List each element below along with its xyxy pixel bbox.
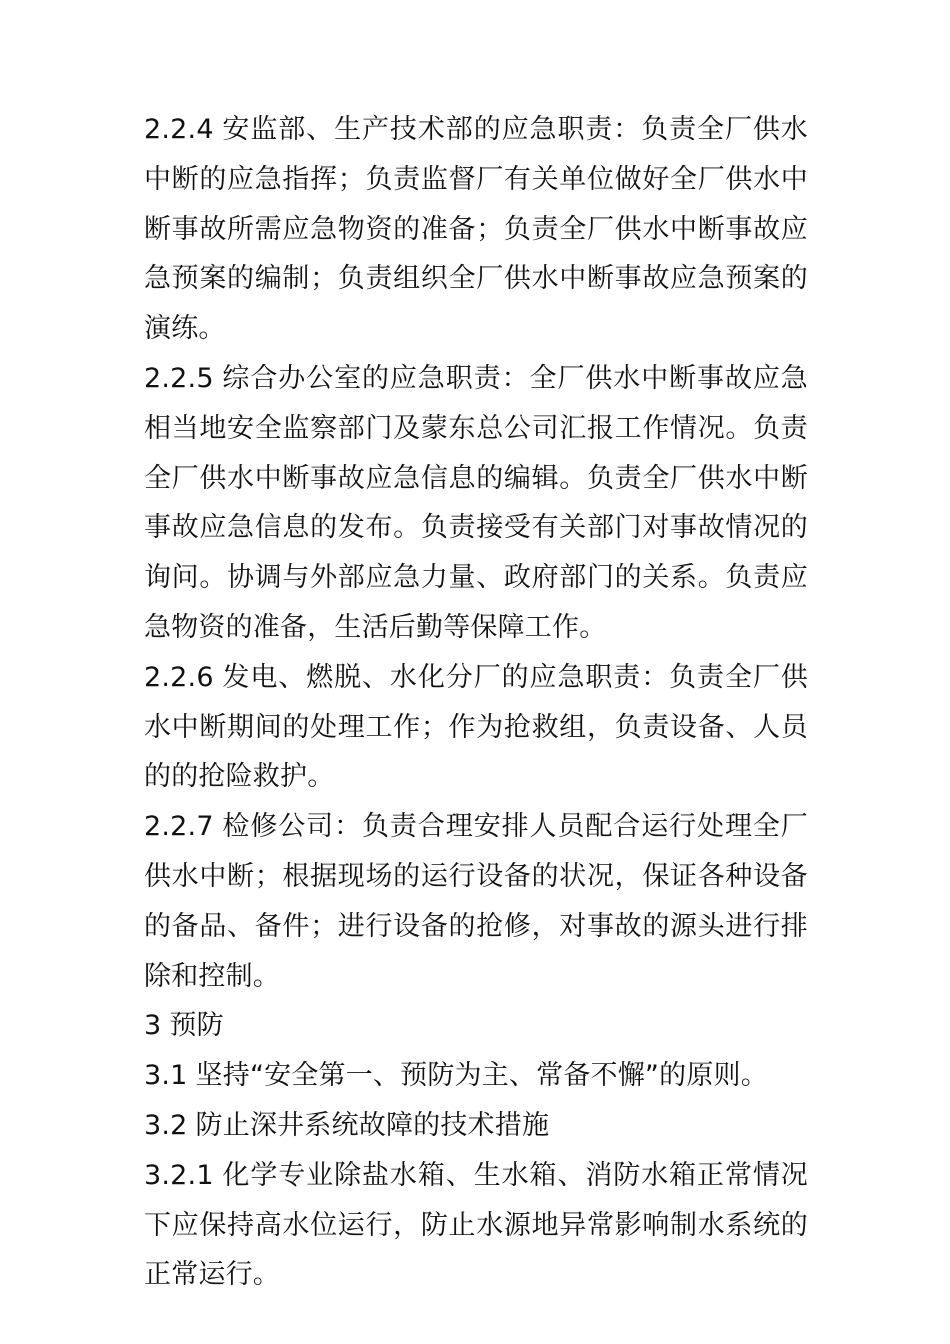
paragraph-2-2-4 — [144, 105, 808, 354]
section-number: 2.2.5 — [144, 362, 214, 394]
paragraph-3-2-1 — [144, 1151, 808, 1300]
paragraph-text: 安监部、生产技术部的应急职责：负责全厂供水中断的应急指挥；负责监督厂有关单位做好全厂供水中断事故所需应急物资的准备；负责全厂供水中断事故应急预案的编制；负责组织全厂供水中断事故应急预案的演练。 — [144, 114, 808, 345]
paragraph-2-2-5 — [144, 354, 808, 653]
paragraph-text: 综合办公室的应急职责：全厂供水中断事故应急相当地安全监察部门及蒙东总公司汇报工作情况。负责全厂供水中断事故应急信息的编辑。负责全厂供水中断事故应急信息的发布。负责接受有关部门对事故情况的询问。协调与外部应急力量、政府部门的关系。负责应急物资的准备，生活后勤等保障工作。 — [144, 362, 808, 643]
section-number: 3.2.1 — [144, 1159, 214, 1191]
section-number: 2.2.6 — [144, 661, 214, 693]
document-body — [144, 105, 808, 1300]
paragraph-text: 发电、燃脱、水化分厂的应急职责：负责全厂供水中断期间的处理工作；作为抢救组，负责设备、人员的的抢险救护。 — [144, 661, 808, 793]
paragraph-text: 防止深井系统故障的技术措施 — [195, 1109, 550, 1141]
paragraph-3-1 — [144, 1051, 808, 1101]
paragraph-2-2-6 — [144, 653, 808, 802]
section-number: 3.2 — [144, 1109, 188, 1141]
heading-3 — [144, 1001, 808, 1051]
section-number: 3.1 — [144, 1060, 188, 1092]
heading-3-2 — [144, 1101, 808, 1151]
section-number: 2.2.7 — [144, 811, 214, 843]
paragraph-text: 检修公司：负责合理安排人员配合运行处理全厂供水中断；根据现场的运行设备的状况，保证各种设备的备品、备件；进行设备的抢修，对事故的源头进行排除和控制。 — [144, 811, 808, 992]
paragraph-2-2-7 — [144, 802, 808, 1001]
paragraph-text: 坚持“安全第一、预防为主、常备不懈”的原则。 — [195, 1060, 768, 1092]
section-number: 2.2.4 — [144, 114, 214, 145]
paragraph-text: 预防 — [169, 1010, 224, 1042]
section-number: 3 — [144, 1010, 162, 1042]
paragraph-text: 化学专业除盐水箱、生水箱、消防水箱正常情况下应保持高水位运行，防止水源地异常影响制水系统的正常运行。 — [144, 1159, 808, 1291]
